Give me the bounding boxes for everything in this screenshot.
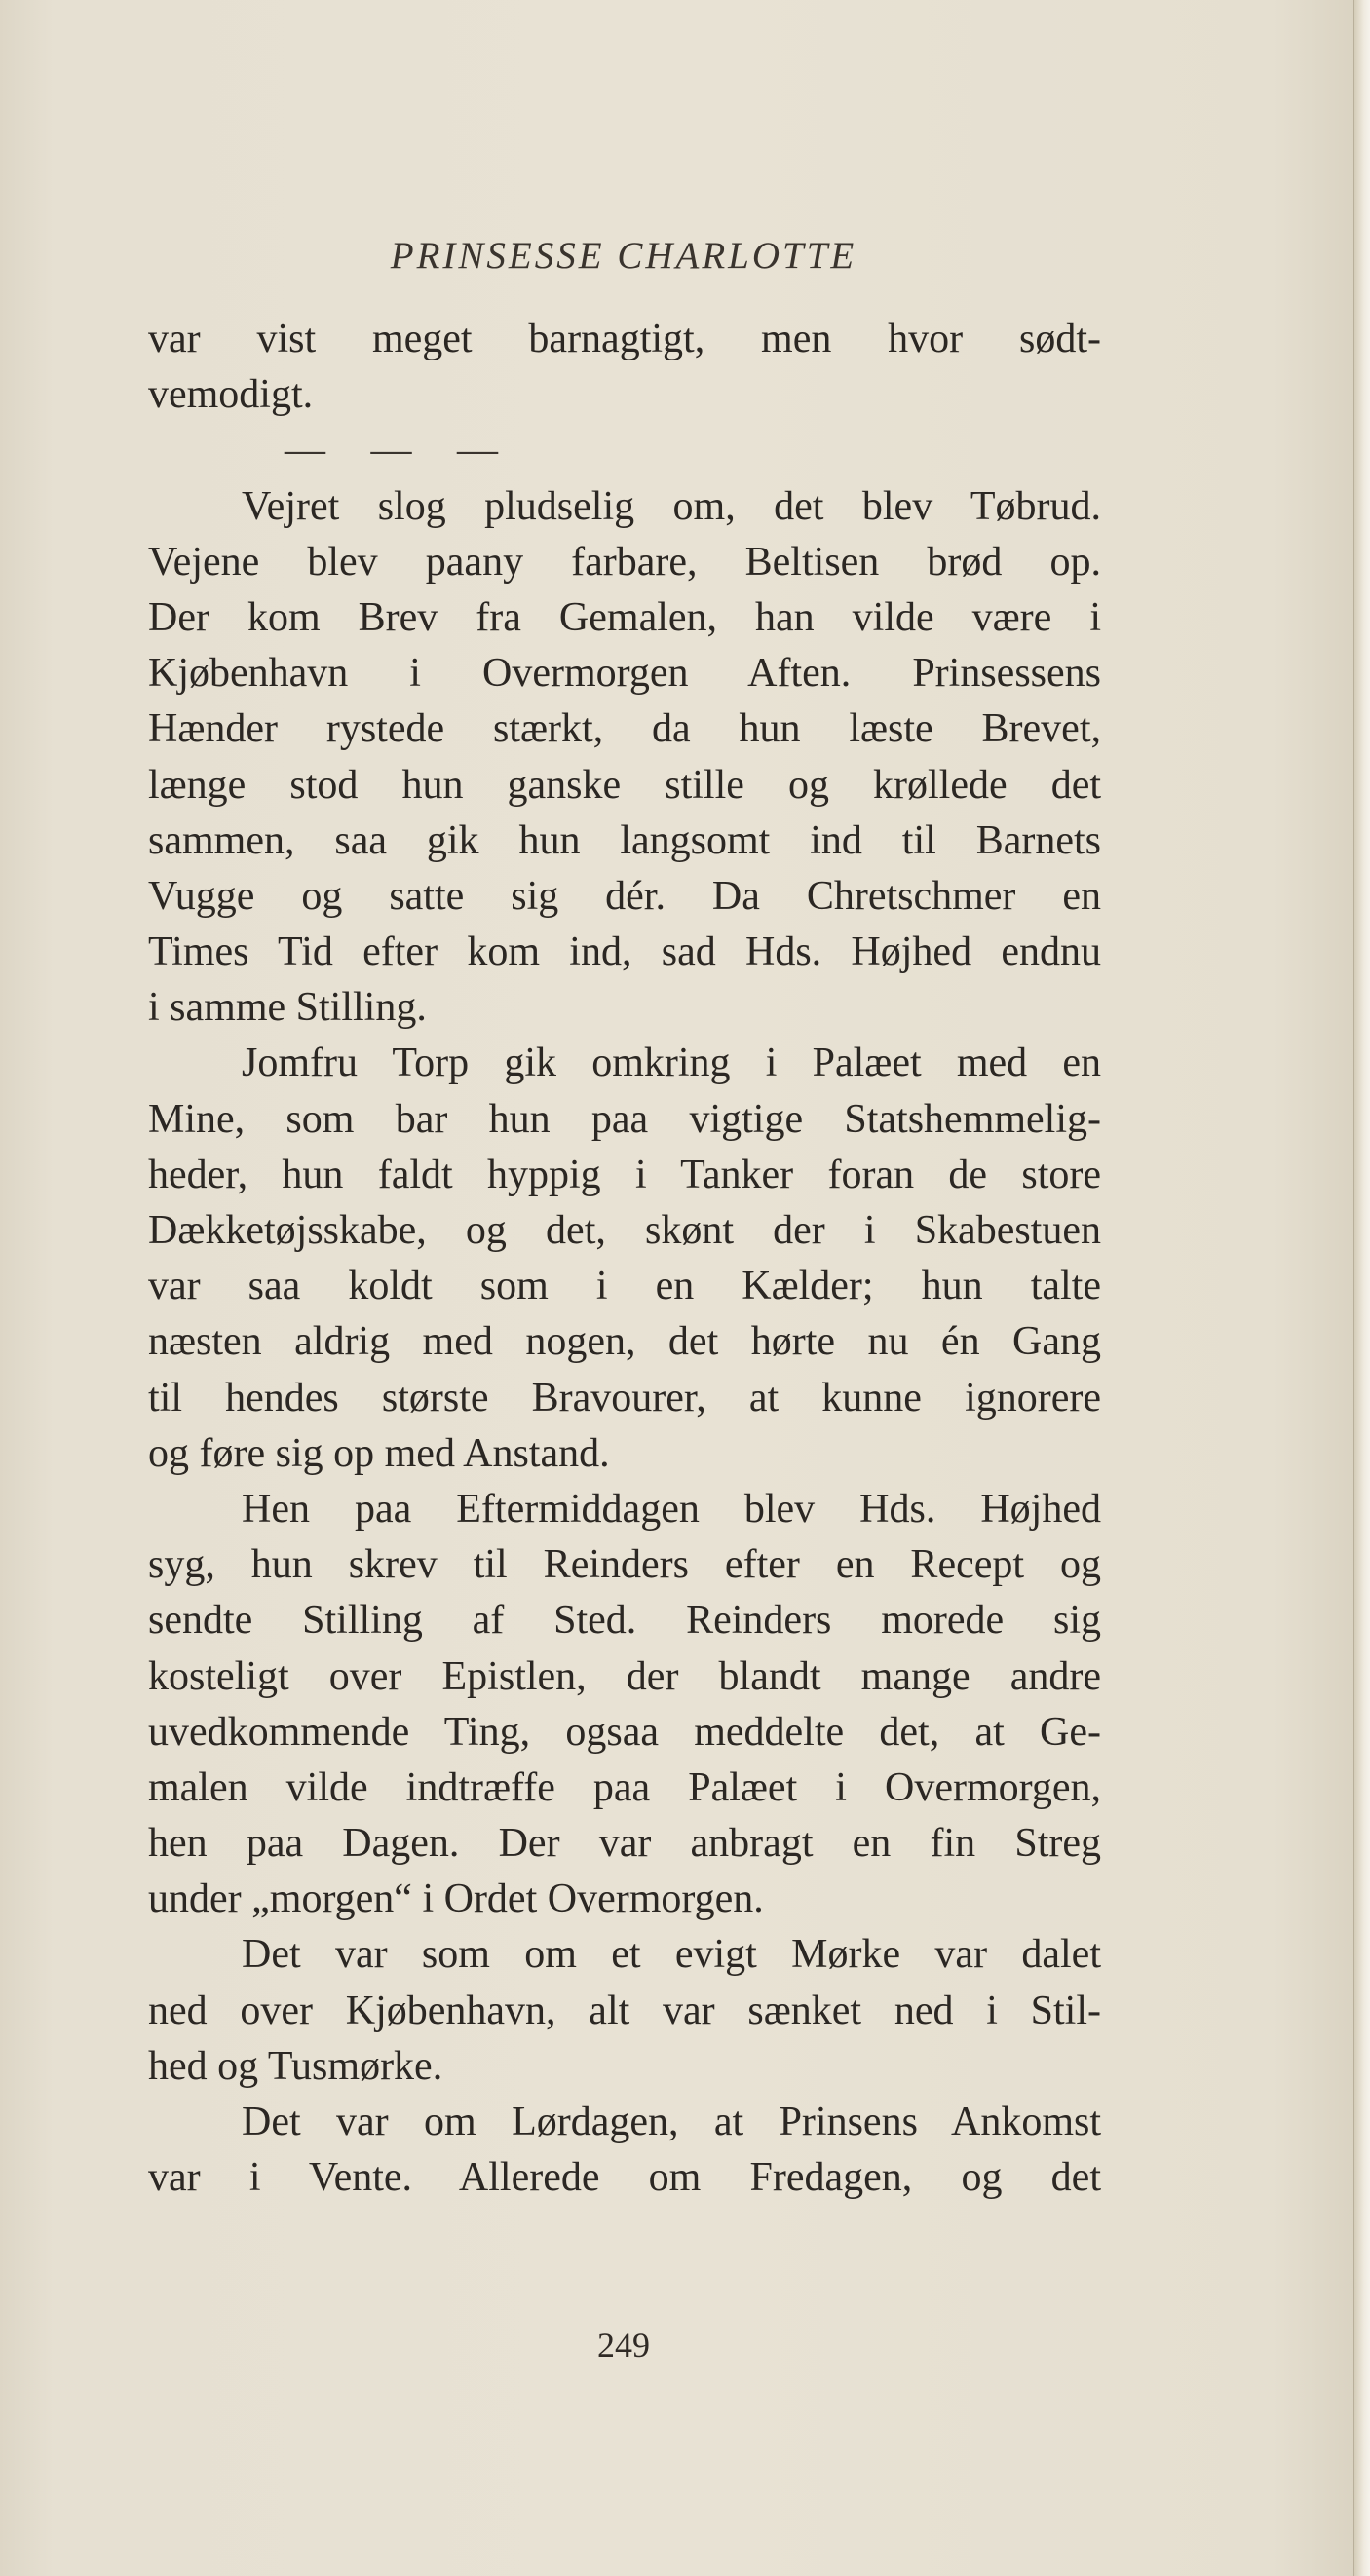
- text-line: og føre sig op med Anstand.: [148, 1430, 610, 1476]
- text-line: uvedkommende Ting, ogsaa meddelte det, at Ge-: [148, 1709, 1101, 1755]
- text-line: var vist meget barnagtigt, men hvor sødt-: [148, 317, 1101, 361]
- text-line: næsten aldrig med nogen, det hørte nu én Gang: [148, 1319, 1101, 1365]
- text-line: Det var om Lørdagen, at Prinsens Ankomst: [242, 2100, 1101, 2144]
- text-line: sammen, saa gik hun langsomt ind til Barnets: [148, 817, 1101, 863]
- text-line: Der kom Brev fra Gemalen, han vilde være i: [148, 594, 1101, 640]
- text-line: Times Tid efter kom ind, sad Hds. Højhed endnu: [148, 929, 1101, 975]
- text-line: kosteligt over Epistlen, der blandt mange andre: [148, 1653, 1101, 1699]
- text-line: Dækketøjsskabe, og det, skønt der i Skabestuen: [148, 1208, 1101, 1253]
- text-line: til hendes største Bravourer, at kunne ignorere: [148, 1375, 1101, 1421]
- page-number: 249: [597, 2326, 650, 2365]
- text-line: Det var som om et evigt Mørke var dalet: [242, 1932, 1101, 1978]
- text-line: var i Vente. Allerede om Fredagen, og det: [148, 2155, 1101, 2201]
- text-line: Vugge og satte sig dér. Da Chretschmer en: [148, 873, 1101, 919]
- text-line: Mine, som bar hun paa vigtige Statshemmelig-: [148, 1096, 1101, 1142]
- text-line: heder, hun faldt hyppig i Tanker foran de store: [148, 1152, 1101, 1197]
- text-line: Kjøbenhavn i Overmorgen Aften. Prinsessens: [148, 651, 1101, 697]
- text-line: hed og Tusmørke.: [148, 2043, 443, 2089]
- body-text: [148, 312, 1101, 2206]
- text-line: vemodigt.: [148, 372, 314, 418]
- text-line: syg, hun skrev til Reinders efter en Recept og: [148, 1542, 1101, 1588]
- text-line: i samme Stilling.: [148, 985, 427, 1031]
- text-line: under „morgen“ i Ordet Overmorgen.: [148, 1876, 764, 1922]
- text-line: hen paa Dagen. Der var anbragt en fin Streg: [148, 1821, 1101, 1867]
- text-line: længe stod hun ganske stille og krøllede det: [148, 762, 1101, 808]
- text-line: malen vilde indtræffe paa Palæet i Overmorgen,: [148, 1764, 1101, 1810]
- section-break: — — —: [285, 428, 515, 474]
- text-line: Jomfru Torp gik omkring i Palæet med en: [242, 1041, 1101, 1086]
- text-line: Vejret slog pludselig om, det blev Tøbrud.: [242, 483, 1101, 529]
- running-head: PRINSESSE CHARLOTTE: [390, 235, 857, 277]
- text-line: var saa koldt som i en Kælder; hun talte: [148, 1264, 1101, 1309]
- text-line: ned over Kjøbenhavn, alt var sænket ned i Stil-: [148, 1988, 1101, 2033]
- text-line: Hen paa Eftermiddagen blev Hds. Højhed: [242, 1486, 1101, 1532]
- page-edge: [1353, 0, 1370, 2576]
- text-line: sendte Stilling af Sted. Reinders morede sig: [148, 1598, 1101, 1644]
- text-line: Vejene blev paany farbare, Beltisen brød op.: [148, 539, 1101, 585]
- text-line: Hænder rystede stærkt, da hun læste Brevet,: [148, 706, 1101, 752]
